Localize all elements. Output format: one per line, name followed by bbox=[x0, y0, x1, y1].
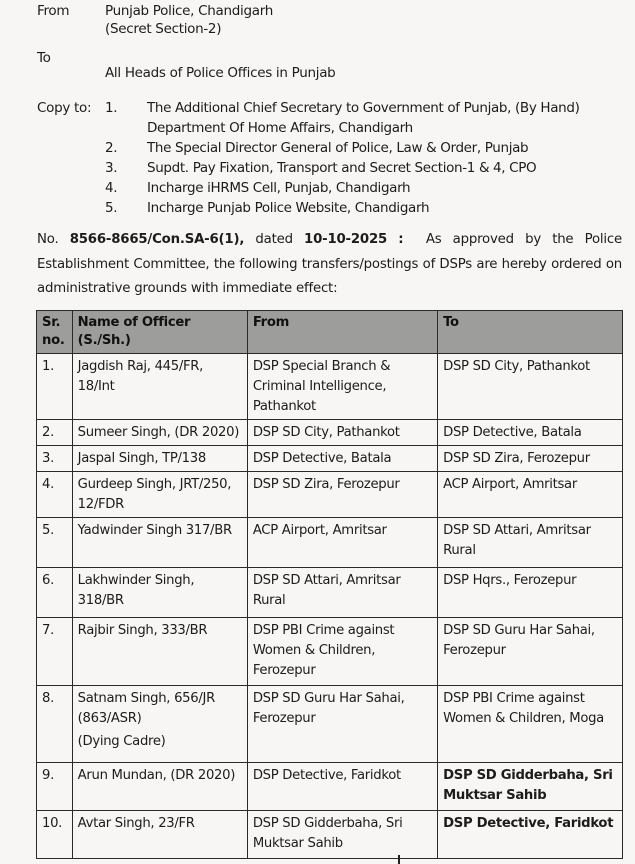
cell-name: Satnam Singh, 656/JR (863/ASR) (Dying Cadre) bbox=[72, 686, 247, 763]
header-from: From bbox=[247, 311, 437, 354]
copy-to-label: Copy to: bbox=[37, 100, 92, 116]
table-row bbox=[37, 354, 623, 420]
copy-to-item bbox=[105, 98, 625, 138]
copy-to-item bbox=[105, 198, 625, 218]
cell-from: DSP Detective, Faridkot bbox=[247, 763, 437, 811]
cell-sr: 10. bbox=[37, 811, 73, 859]
cell-to: DSP SD Gidderbaha, Sri Muktsar Sahib bbox=[438, 763, 623, 811]
order-number: 8566-8665/Con.SA-6(1), bbox=[69, 232, 245, 247]
cell-from: DSP SD City, Pathankot bbox=[247, 420, 437, 446]
cell-to: DSP SD Zira, Ferozepur bbox=[438, 446, 623, 472]
copy-to-list bbox=[105, 98, 625, 218]
table-row bbox=[37, 763, 623, 811]
cell-name: Gurdeep Singh, JRT/250, 12/FDR bbox=[72, 472, 247, 518]
copy-to-text: Incharge Punjab Police Website, Chandigarh bbox=[147, 200, 430, 216]
cell-name: Jaspal Singh, TP/138 bbox=[72, 446, 247, 472]
cell-to: DSP Hqrs., Ferozepur bbox=[438, 568, 623, 618]
cell-name: Sumeer Singh, (DR 2020) bbox=[72, 420, 247, 446]
cell-sr: 2. bbox=[37, 420, 73, 446]
table-row bbox=[37, 446, 623, 472]
copy-to-item bbox=[105, 178, 625, 198]
from-office: Punjab Police, Chandigarh bbox=[105, 3, 273, 19]
header-to: To bbox=[438, 311, 623, 354]
cell-to: DSP SD Guru Har Sahai, Ferozepur bbox=[438, 618, 623, 686]
cell-sr: 4. bbox=[37, 472, 73, 518]
from-label: From bbox=[37, 3, 70, 19]
cell-to: DSP Detective, Faridkot bbox=[438, 811, 623, 859]
from-section: (Secret Section-2) bbox=[105, 21, 222, 37]
copy-to-line: Department Of Home Affairs, Chandigarh bbox=[147, 120, 413, 136]
table-row bbox=[37, 420, 623, 446]
to-label: To bbox=[37, 50, 51, 66]
cell-sr: 6. bbox=[37, 568, 73, 618]
table-row bbox=[37, 472, 623, 518]
cell-name: Arun Mundan, (DR 2020) bbox=[72, 763, 247, 811]
cell-sr: 8. bbox=[37, 686, 73, 763]
cell-from: DSP SD Attari, Amritsar Rural bbox=[247, 568, 437, 618]
copy-to-text: Incharge iHRMS Cell, Punjab, Chandigarh bbox=[147, 180, 411, 196]
copy-to-text: Supdt. Pay Fixation, Transport and Secret Section-1 & 4, CPO bbox=[147, 160, 537, 176]
cell-name: Jagdish Raj, 445/FR, 18/Int bbox=[72, 354, 247, 420]
header-sr-no: Sr. no. bbox=[37, 311, 73, 354]
cell-from: DSP PBI Crime against Women & Children, Ferozepur bbox=[247, 618, 437, 686]
table-row bbox=[37, 518, 623, 568]
scan-mark bbox=[398, 855, 400, 864]
copy-to-item bbox=[105, 158, 625, 178]
cell-sr: 3. bbox=[37, 446, 73, 472]
cell-to: DSP SD City, Pathankot bbox=[438, 354, 623, 420]
copy-to-number: 2. bbox=[105, 140, 118, 156]
table-row bbox=[37, 686, 623, 763]
cell-from: DSP SD Gidderbaha, Sri Muktsar Sahib bbox=[247, 811, 437, 859]
cell-name: Avtar Singh, 23/FR bbox=[72, 811, 247, 859]
cell-to: ACP Airport, Amritsar bbox=[438, 472, 623, 518]
copy-to-line: The Additional Chief Secretary to Government of Punjab, (By Hand) bbox=[147, 100, 580, 116]
cell-sr: 9. bbox=[37, 763, 73, 811]
cell-to: DSP SD Attari, Amritsar Rural bbox=[438, 518, 623, 568]
order-body: As approved by the Police Establishment Committee, the following transfers/postings of DSPs are hereby ordered on administrative grounds with immediate effect: bbox=[37, 232, 622, 296]
copy-to-number: 3. bbox=[105, 160, 118, 176]
copy-to-number: 4. bbox=[105, 180, 118, 196]
cell-sr: 7. bbox=[37, 618, 73, 686]
cell-from: ACP Airport, Amritsar bbox=[247, 518, 437, 568]
order-date: 10-10-2025 bbox=[304, 232, 388, 247]
order-no-prefix: No. bbox=[37, 232, 59, 247]
order-paragraph bbox=[37, 228, 622, 302]
cell-sr: 1. bbox=[37, 354, 73, 420]
transfers-table bbox=[36, 310, 623, 859]
copy-to-item bbox=[105, 138, 625, 158]
cell-sr: 5. bbox=[37, 518, 73, 568]
cell-name: Yadwinder Singh 317/BR bbox=[72, 518, 247, 568]
to-recipient: All Heads of Police Offices in Punjab bbox=[105, 65, 336, 81]
order-dated-label: dated bbox=[255, 232, 293, 247]
cell-name: Rajbir Singh, 333/BR bbox=[72, 618, 247, 686]
cell-from: DSP SD Guru Har Sahai, Ferozepur bbox=[247, 686, 437, 763]
table-row bbox=[37, 618, 623, 686]
copy-to-number: 5. bbox=[105, 200, 118, 216]
header-name-of-officer: Name of Officer (S./Sh.) bbox=[72, 311, 247, 354]
order-separator: : bbox=[398, 232, 404, 247]
table-row bbox=[37, 568, 623, 618]
cell-to: DSP Detective, Batala bbox=[438, 420, 623, 446]
cell-from: DSP Detective, Batala bbox=[247, 446, 437, 472]
cell-name: Lakhwinder Singh, 318/BR bbox=[72, 568, 247, 618]
copy-to-text: The Special Director General of Police, Law & Order, Punjab bbox=[147, 140, 529, 156]
table-header-row bbox=[37, 311, 623, 354]
cell-from: DSP Special Branch & Criminal Intelligence, Pathankot bbox=[247, 354, 437, 420]
table-row bbox=[37, 811, 623, 859]
copy-to-text bbox=[147, 98, 580, 138]
cell-from: DSP SD Zira, Ferozepur bbox=[247, 472, 437, 518]
dying-cadre-note: (Dying Cadre) bbox=[77, 734, 166, 749]
cell-to: DSP PBI Crime against Women & Children, Moga bbox=[438, 686, 623, 763]
copy-to-number: 1. bbox=[105, 100, 118, 116]
